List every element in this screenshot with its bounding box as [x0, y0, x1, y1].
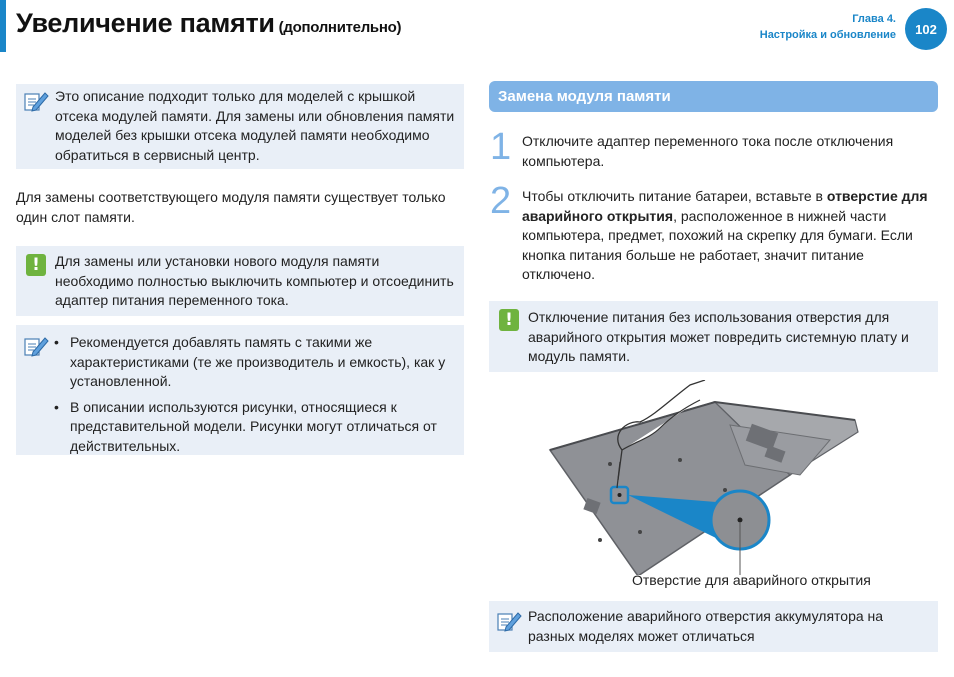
note-text-3: Расположение аварийного отверстия аккумулятора на разных моделях может отличаться — [528, 608, 884, 644]
step-text-1: Отключите адаптер переменного тока после отключения компьютера. — [522, 133, 894, 169]
step-text-2-pre: Чтобы отключить питание батареи, вставьте в — [522, 188, 827, 204]
laptop-bottom-illustration — [540, 380, 900, 575]
note-pencil-icon — [23, 333, 49, 359]
warning-text-1: Для замены или установки нового модуля памяти необходимо полностью выключить компьютер и отсоединить адаптер питания переменного тока. — [55, 253, 454, 308]
warning-exclamation-icon: ! — [499, 309, 519, 331]
chapter-number: Глава 4. — [852, 13, 896, 25]
note-pencil-icon — [496, 608, 522, 634]
chapter-label — [760, 11, 896, 43]
page-title-sub: (дополнительно) — [278, 19, 402, 36]
note-bullets-2 — [54, 333, 458, 462]
page-number-badge: 102 — [905, 8, 947, 50]
header-accent-bar — [0, 0, 6, 52]
chapter-name: Настройка и обновление — [759, 29, 896, 41]
step-number-2: 2 — [490, 180, 512, 222]
warning-text-2: Отключение питания без использования отверстия для аварийного открытия может повредить системную плату и модуль памяти. — [528, 309, 909, 364]
slot-paragraph: Для замены соответствующего модуля памяти существует только один слот памяти. — [16, 189, 446, 225]
warning-exclamation-icon: ! — [26, 254, 46, 276]
step-text-2-post: , расположенное в нижней части компьютера, предмет, похожий на скрепку для бумаги. Если кнопка питания больше не работает, значит питание отключено. — [522, 207, 913, 282]
bullet-item: • В описании используются рисунки, относящиеся к представительной модели. Рисунки могут отличаться от действительных. — [54, 398, 458, 457]
note-text-1: Это описание подходит только для моделей с крышкой отсека модулей памяти. Для замены или обновления памяти моделей без крышки отсека модулей памяти необходимо обратиться в сервисный центр. — [55, 88, 455, 163]
step-number-1: 1 — [490, 126, 512, 168]
step-text-2 — [522, 187, 938, 285]
section-header-bar — [489, 81, 938, 112]
page-title: Увеличение памяти (дополнительно) — [16, 8, 402, 38]
note-pencil-icon — [23, 88, 49, 114]
image-caption: Отверстие для аварийного открытия — [632, 572, 871, 588]
step-text-2-bold: отверстие для аварийного открытия — [522, 188, 928, 224]
bullet-item: • Рекомендуется добавлять память с такими же характеристиками (те же производитель и емкость), как у установленной. — [54, 333, 458, 392]
section-title: Замена модуля памяти — [498, 88, 671, 105]
